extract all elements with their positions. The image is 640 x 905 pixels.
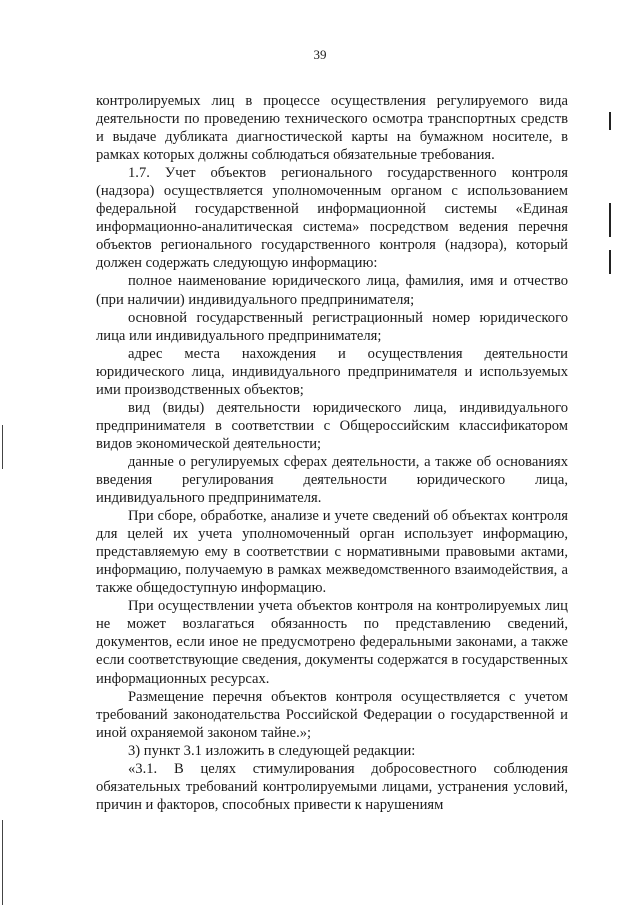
page-number: 39 [313,47,327,62]
scan-edge-mark [2,425,3,469]
revision-bar [609,203,611,237]
document-body [96,92,568,814]
revision-bar [609,250,611,274]
paragraph-collection: При сборе, обработке, анализе и учете сведений об объектах контроля для целей их учета уполномоченный орган использует информацию, представляемую ему в соответствии с нормативными правовыми актами, информацию, получаемую в рамках межведомственного взаимодействия, а также общедоступную информацию. [96,508,568,597]
list-item-full-name: полное наименование юридического лица, фамилия, имя и отчество (при наличии) индивидуального предпринимателя; [96,273,568,308]
paragraph-point-3: 3) пункт 3.1 изложить в следующей редакции: [128,742,416,759]
list-item-regulated-spheres: данные о регулируемых сферах деятельности, а также об основаниях введения регулирования деятельности юридического лица, индивидуального предпринимателя. [96,453,568,507]
list-item-address: адрес места нахождения и осуществления деятельности юридического лица, индивидуального предпринимателя и используемых ими производственных объектов; [96,345,568,398]
paragraph-publication: Размещение перечня объектов контроля осуществляется с учетом требований законодательства Российской Федерации о государственной и иной охраняемой законом тайне.»; [96,688,568,741]
list-item-activity-type: вид (виды) деятельности юридического лица, индивидуального предпринимателя в соответствии с Общероссийским классификатором видов экономической деятельности; [96,399,568,452]
paragraph-obligations: При осуществлении учета объектов контроля на контролируемых лиц не может возлагаться обязанность по представлению сведений, документов, если иное не предусмотрено федеральными законами, а также если соответствующие сведения, документы содержатся в государственных информационных ресурсах. [96,598,568,687]
list-item-ogrn: основной государственный регистрационный номер юридического лица или индивидуального предпринимателя; [96,309,568,344]
paragraph-3-1: «3.1. В целях стимулирования добросовестного соблюдения обязательных требований контролируемыми лицами, устранения условий, причин и факторов, способных привести к нарушениям [96,760,568,813]
paragraph-1-7: 1.7. Учет объектов регионального государственного контроля (надзора) осуществляется уполномоченным органом с использованием федеральной государственной информационной системы «Единая информационно-аналитическая система» посредством ведения перечня объектов регионального государственного контроля (надзора), который должен содержать следующую информацию: [96,165,568,272]
revision-bar [609,112,611,130]
paragraph-continuation: контролируемых лиц в процессе осуществления регулируемого вида деятельности по проведению технического осмотра транспортных средств и выдаче дубликата диагностической карты на бумажном носителе, в рамках которых должны соблюдаться обязательные требования. [96,93,568,164]
scan-edge-mark [2,820,3,905]
